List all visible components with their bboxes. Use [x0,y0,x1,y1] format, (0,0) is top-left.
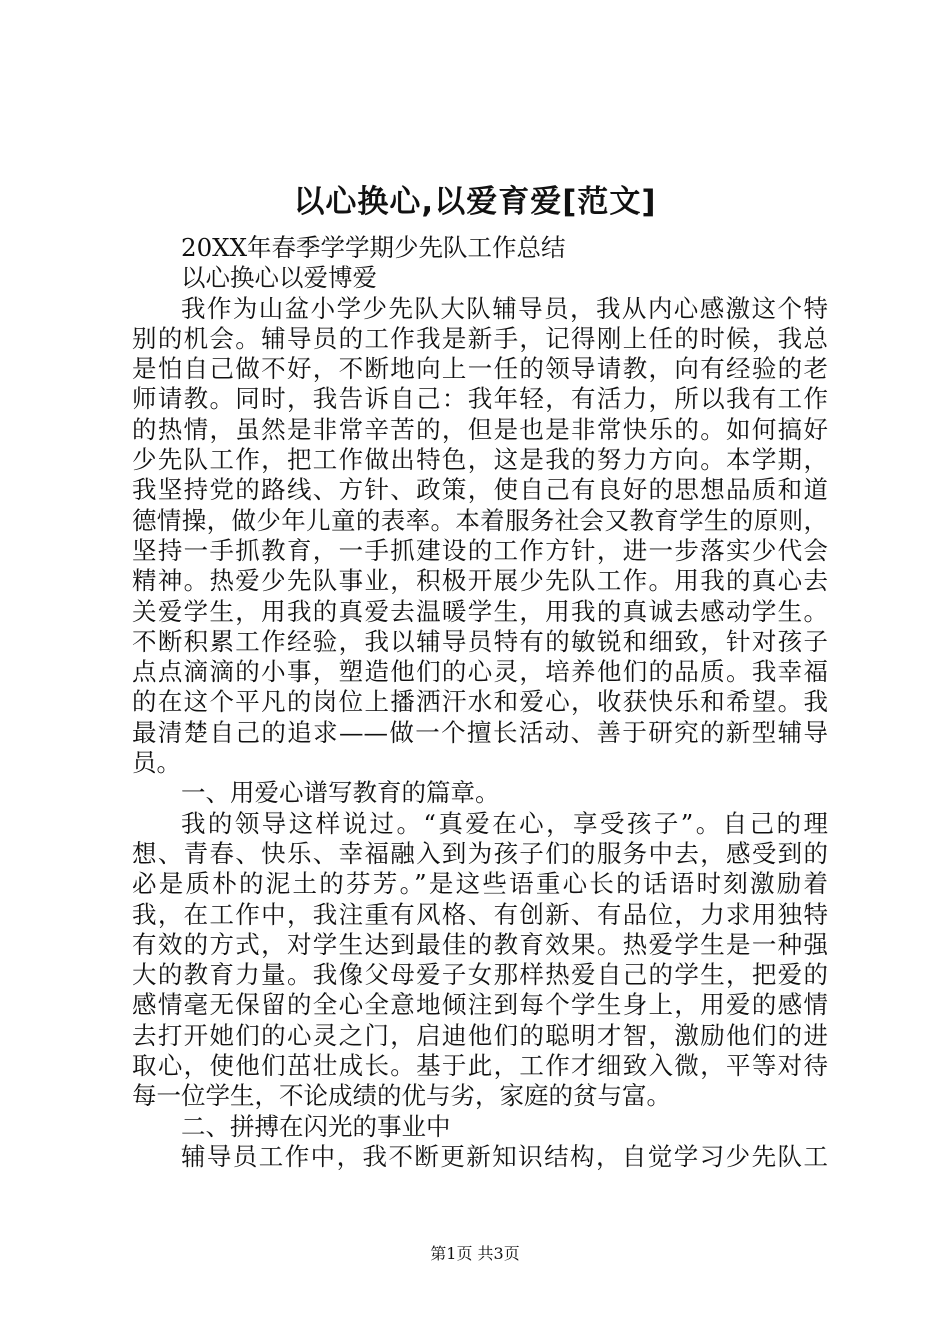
text-line: 必是质朴的泥土的芬芳。”是这些语重心长的话语时刻激励着 [132,869,828,899]
text-line: 大的教育力量。我像父母爱子女那样热爱自己的学生，把爱的 [132,960,828,990]
text-line: 坚持一手抓教育，一手抓建设的工作方针，进一步落实少代会 [132,535,828,565]
text-line: 德情操，做少年儿童的表率。本着服务社会又教育学生的原则， [132,505,828,535]
text-line: 不断积累工作经验，我以辅导员特有的敏锐和细致，针对孩子 [132,626,828,656]
text-line: 我作为山盆小学少先队大队辅导员，我从内心感激这个特 [181,293,828,323]
text-line: 我，在工作中，我注重有风格、有创新、有品位，力求用独特 [132,899,828,929]
text-line: 是怕自己做不好，不断地向上一任的领导请教，向有经验的老 [132,354,828,384]
text-line: 关爱学生，用我的真爱去温暖学生，用我的真诚去感动学生。 [132,596,828,626]
text-line: 二、拼搏在闪光的事业中 [181,1111,451,1141]
text-line: 20XX年春季学学期少先队工作总结 [181,233,566,262]
text-line: 的热情，虽然是非常辛苦的，但是也是非常快乐的。如何搞好 [132,414,828,444]
text-line: 我坚持党的路线、方针、政策，使自己有良好的思想品质和道 [132,475,828,505]
text-line: 去打开她们的心灵之门，启迪他们的聪明才智，激励他们的进 [132,1020,828,1050]
text-line: 的在这个平凡的岗位上播洒汗水和爱心，收获快乐和希望。我 [132,687,828,717]
document-title: 以心换心,以爱育爱[范文] [293,184,657,220]
text-line: 精神。热爱少先队事业，积极开展少先队工作。用我的真心去 [132,566,828,596]
text-line: 别的机会。辅导员的工作我是新手，记得刚上任的时候，我总 [132,323,828,353]
text-line: 每一位学生，不论成绩的优与劣，家庭的贫与富。 [132,1081,671,1111]
text-line: 辅导员工作中，我不断更新知识结构，自觉学习少先队工 [181,1141,828,1171]
document-body [132,233,828,1172]
text-line: 我的领导这样说过。“真爱在心，享受孩子”。自己的理 [181,808,828,838]
text-line: 有效的方式，对学生达到最佳的教育效果。热爱学生是一种强 [132,929,828,959]
text-line: 想、青春、快乐、幸福融入到为孩子们的服务中去，感受到的 [132,838,828,868]
text-line: 一、用爱心谱写教育的篇章。 [181,778,500,808]
text-line: 师请教。同时，我告诉自己：我年轻，有活力，所以我有工作 [132,384,828,414]
text-line: 少先队工作，把工作做出特色，这是我的努力方向。本学期， [132,445,828,475]
text-line: 感情毫无保留的全心全意地倾注到每个学生身上，用爱的感情 [132,990,828,1020]
page-footer: 第1页 共3页 [430,1244,520,1263]
text-line: 员。 [132,748,181,778]
text-line: 取心，使他们茁壮成长。基于此，工作才细致入微，平等对待 [132,1051,828,1081]
text-line: 以心换心以爱博爱 [181,263,377,293]
text-line: 最清楚自己的追求——做一个擅长活动、善于研究的新型辅导 [132,717,828,747]
text-line: 点点滴滴的小事，塑造他们的心灵，培养他们的品质。我幸福 [132,657,828,687]
